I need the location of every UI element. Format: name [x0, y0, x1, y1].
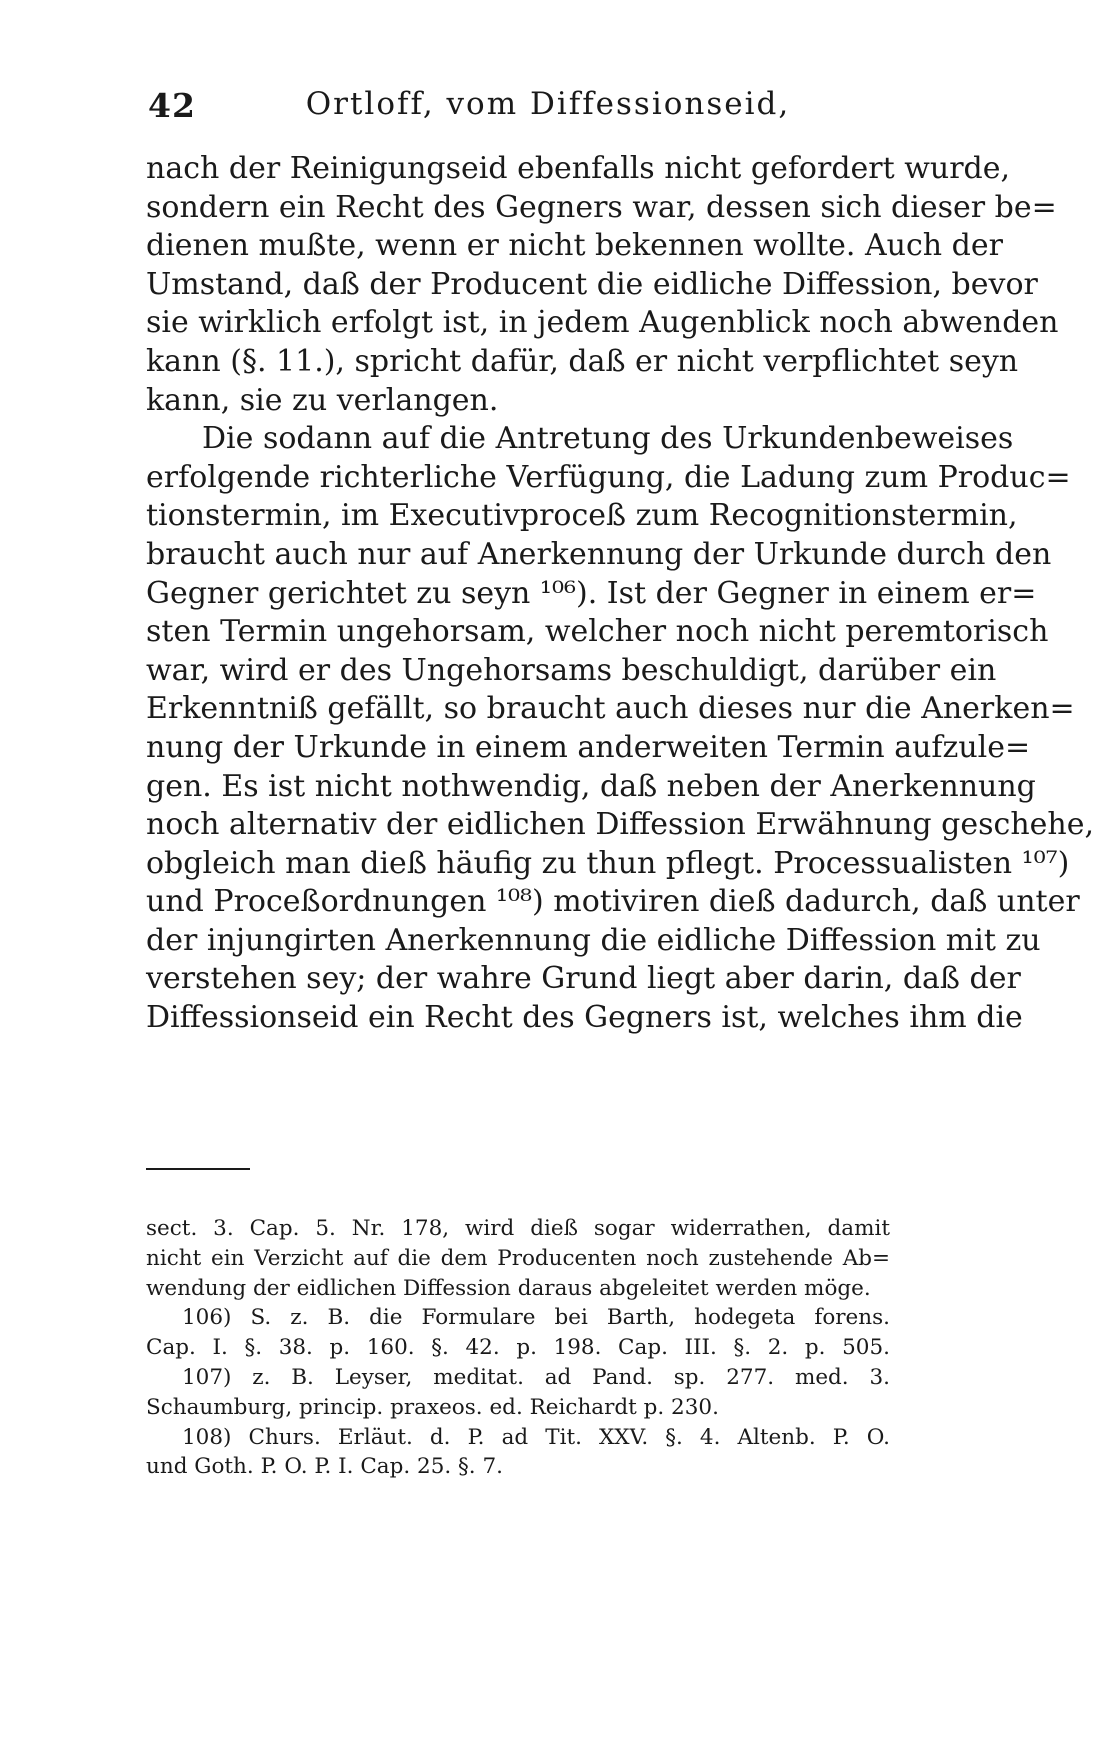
footnote-line: 106) S. z. B. die Formulare bei Barth, hodegeta forens.	[182, 1305, 890, 1331]
text-line: war, wird er des Ungehorsams beschuldigt, darüber ein	[146, 652, 997, 688]
text-line: tionstermin, im Executivproceß zum Recognitionstermin,	[146, 498, 1018, 534]
text-line: obgleich man dieß häufig zu thun pflegt. Processualisten ¹⁰⁷)	[146, 845, 1070, 881]
text-line: Die sodann auf die Antretung des Urkundenbeweises	[202, 421, 1014, 457]
text-line: gen. Es ist nicht nothwendig, daß neben der Anerkennung	[146, 768, 1036, 804]
page-header	[148, 86, 888, 136]
footnote-line: Schaumburg, princip. praxeos. ed. Reichardt p. 230.	[146, 1394, 719, 1420]
text-line: Gegner gerichtet zu seyn ¹⁰⁶). Ist der Gegner in einem er=	[146, 575, 1037, 611]
running-head: Ortloff, vom Diffessionseid,	[305, 86, 791, 122]
footnote-line: und Goth. P. O. P. I. Cap. 25. §. 7.	[146, 1454, 503, 1480]
text-line: nung der Urkunde in einem anderweiten Termin aufzule=	[146, 729, 1031, 765]
footnote-line: wendung der eidlichen Diffession daraus abgeleitet werden möge.	[146, 1275, 871, 1301]
text-line: kann, sie zu verlangen.	[146, 382, 499, 418]
text-line: dienen mußte, wenn er nicht bekennen wollte. Auch der	[146, 228, 1003, 264]
text-line: Erkenntniß gefällt, so braucht auch dieses nur die Anerken=	[146, 691, 1075, 727]
text-line: der injungirten Anerkennung die eidliche Diffession mit zu	[146, 922, 1041, 958]
text-line: und Proceßordnungen ¹⁰⁸) motiviren dieß dadurch, daß unter	[146, 884, 1080, 920]
footnote-line: nicht ein Verzicht auf die dem Producenten noch zustehende Ab=	[146, 1245, 890, 1271]
footnote-line: 108) Churs. Erläut. d. P. ad Tit. XXV. §. 4. Altenb. P. O.	[182, 1424, 890, 1450]
text-line: kann (§. 11.), spricht dafür, daß er nicht verpflichtet seyn	[146, 343, 1019, 379]
text-line: verstehen sey; der wahre Grund liegt aber darin, daß der	[146, 961, 1021, 997]
footnote-line: 107) z. B. Leyser, meditat. ad Pand. sp. 277. med. 3.	[182, 1364, 890, 1390]
text-line: Umstand, daß der Producent die eidliche Diffession, bevor	[146, 266, 1038, 302]
main-text	[146, 150, 1094, 1038]
text-line: noch alternativ der eidlichen Diffession Erwähnung geschehe,	[146, 807, 1094, 843]
text-line: nach der Reinigungseid ebenfalls nicht gefordert wurde,	[146, 151, 1011, 186]
text-line: Diffessionseid ein Recht des Gegners ist, welches ihm die	[146, 1000, 1023, 1036]
footnote-divider	[146, 1168, 250, 1170]
text-line: braucht auch nur auf Anerkennung der Urkunde durch den	[146, 536, 1052, 572]
footnote-line: sect. 3. Cap. 5. Nr. 178, wird dieß sogar widerrathen, damit	[146, 1216, 890, 1241]
page-number: 42	[148, 86, 196, 125]
footnote-line: Cap. I. §. 38. p. 160. §. 42. p. 198. Cap. III. §. 2. p. 505.	[146, 1335, 890, 1361]
text-line: erfolgende richterliche Verfügung, die Ladung zum Produc=	[146, 459, 1071, 495]
text-line: sten Termin ungehorsam, welcher noch nicht peremtorisch	[146, 614, 1049, 650]
text-line: sondern ein Recht des Gegners war, dessen sich dieser be=	[146, 189, 1057, 225]
text-line: sie wirklich erfolgt ist, in jedem Augenblick noch abwenden	[146, 305, 1059, 341]
footnotes	[146, 1214, 890, 1482]
